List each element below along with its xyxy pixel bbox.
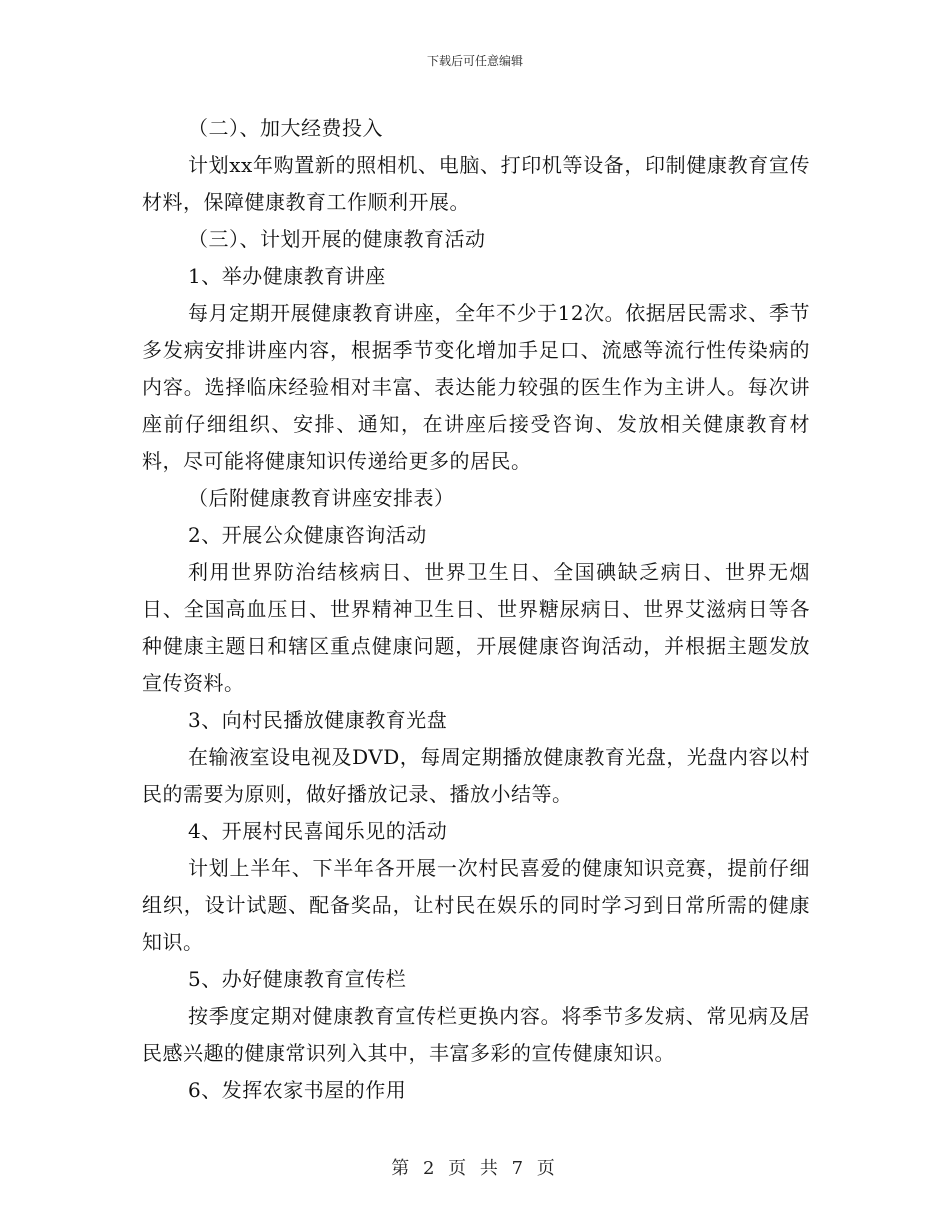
item-heading-bulletin: 5、办好健康教育宣传栏	[188, 967, 407, 991]
paragraph-note: （后附健康教育讲座安排表）	[188, 486, 455, 510]
item-heading-consultation: 2、开展公众健康咨询活动	[188, 523, 427, 547]
paragraph: 计划上半年、下半年各开展一次村民喜爱的健康知识竞赛，提前仔细组织，设计试题、配备奖品，让村民在娱乐的同时学习到日常所需的健康知识。	[142, 856, 810, 954]
document-body	[142, 110, 810, 1109]
paragraph: 在输液室设电视及DVD，每周定期播放健康教育光盘，光盘内容以村民的需要为原则，做好播放记录、播放小结等。	[142, 745, 810, 806]
paragraph: 计划xx年购置新的照相机、电脑、打印机等设备，印制健康教育宣传材料，保障健康教育工作顺利开展。	[142, 153, 810, 214]
item-heading-library: 6、发挥农家书屋的作用	[188, 1078, 407, 1102]
section-heading-activities: （三）、计划开展的健康教育活动	[188, 227, 486, 251]
paragraph: 按季度定期对健康教育宣传栏更换内容。将季节多发病、常见病及居民感兴趣的健康常识列入其中，丰富多彩的宣传健康知识。	[142, 1004, 810, 1065]
page-footer: 第 2 页 共 7 页	[391, 1158, 559, 1179]
item-heading-disc: 3、向村民播放健康教育光盘	[188, 708, 448, 732]
page-header: 下载后可任意编辑	[426, 54, 523, 68]
section-heading-funding: （二）、加大经费投入	[188, 116, 383, 140]
item-heading-lectures: 1、举办健康教育讲座	[188, 264, 386, 288]
paragraph: 每月定期开展健康教育讲座，全年不少于12次。依据居民需求、季节多发病安排讲座内容，根据季节变化增加手足口、流感等流行性传染病的内容。选择临床经验相对丰富、表达能力较强的医生作为主讲人。每次讲座前仔细组织、安排、通知，在讲座后接受咨询、发放相关健康教育材料，尽可能将健康知识传递给更多的居民。	[142, 301, 810, 473]
paragraph: 利用世界防治结核病日、世界卫生日、全国碘缺乏病日、世界无烟日、全国高血压日、世界精神卫生日、世界糖尿病日、世界艾滋病日等各种健康主题日和辖区重点健康问题，开展健康咨询活动，并根据主题发放宣传资料。	[142, 560, 810, 695]
item-heading-activities: 4、开展村民喜闻乐见的活动	[188, 819, 448, 843]
